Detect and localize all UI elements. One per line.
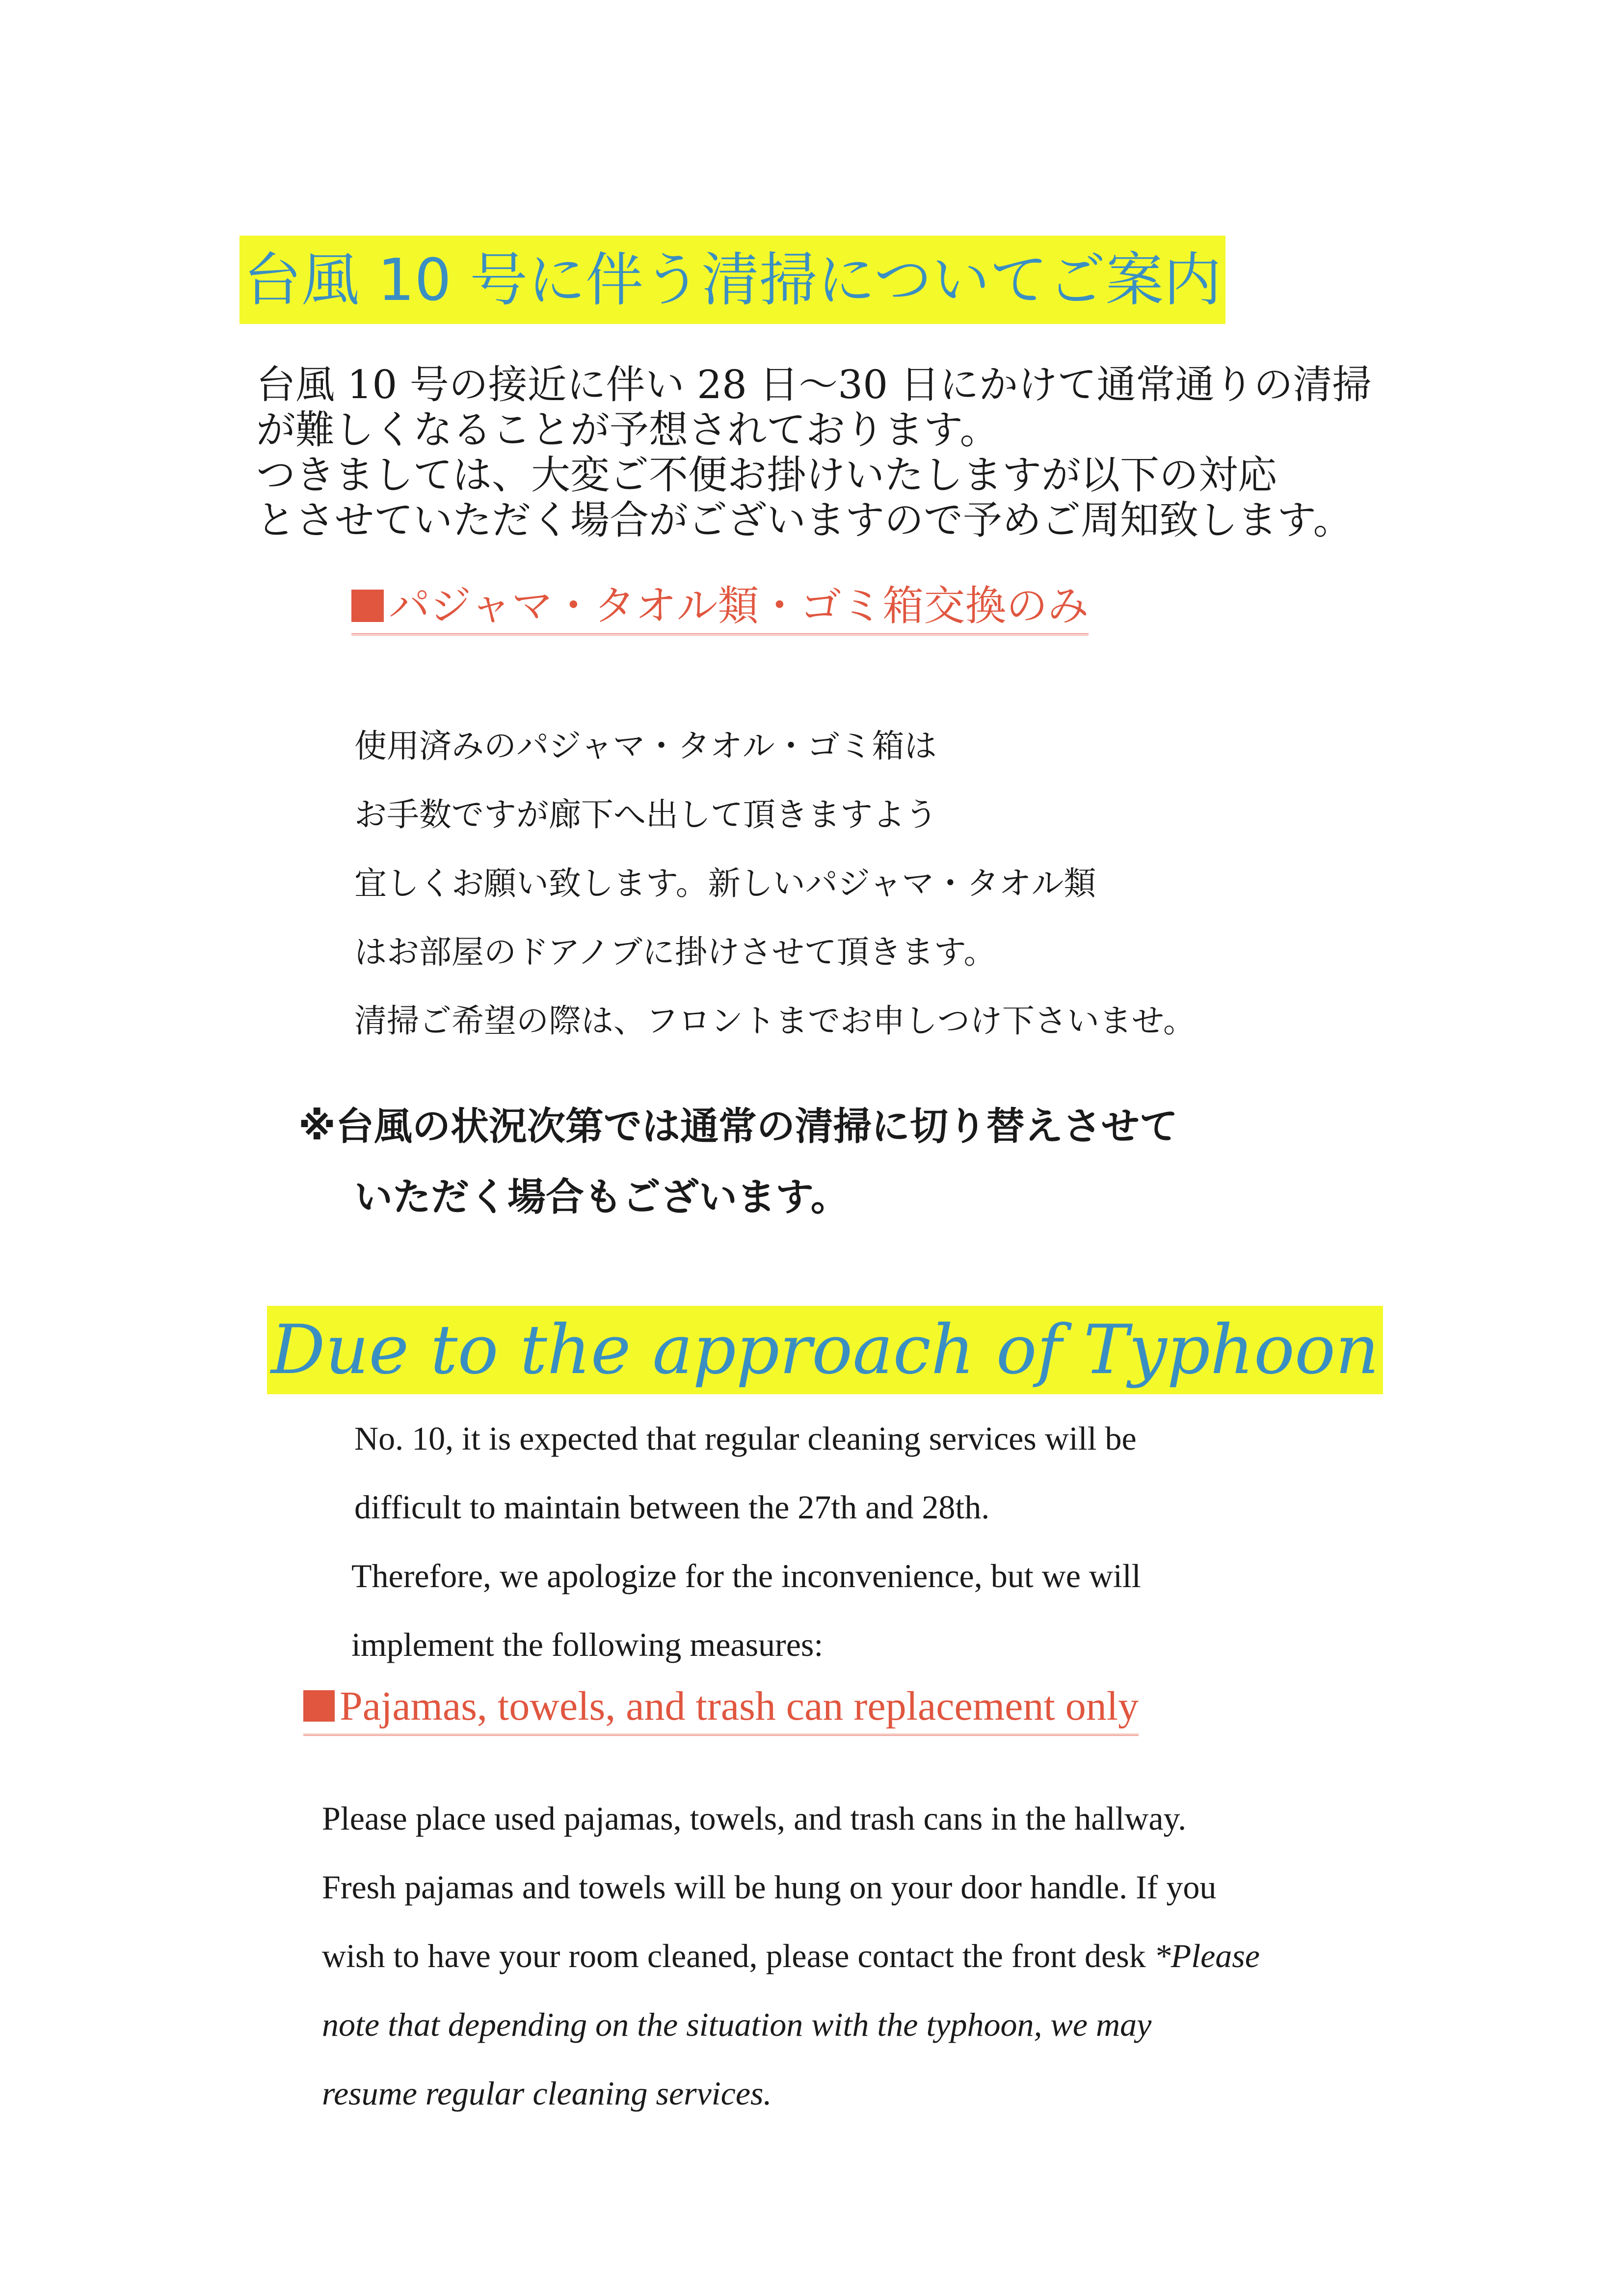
red-square-icon — [303, 1690, 335, 1722]
jp-note-line-1: ※台風の状況次第では通常の清掃に切り替えさせて — [298, 1105, 1178, 1149]
jp-body-line-4: はお部屋のドアノブに掛けさせて頂きます。 — [354, 933, 996, 971]
en-body-line-1: Please place used pajamas, towels, and trash cans in the hallway. — [322, 1800, 1187, 1837]
jp-body-line-3: 宜しくお願い致します。新しいパジャマ・タオル類 — [354, 864, 1096, 902]
en-intro-line-4: implement the following measures: — [351, 1626, 824, 1663]
en-note-line-3: resume regular cleaning services. — [322, 2075, 772, 2112]
en-body-line-3 — [322, 1936, 1260, 1975]
jp-intro-line-4: とさせていただく場合がございますので予めご周知致します。 — [256, 497, 1353, 543]
jp-intro-line-3: つきましては、大変ご不便お掛けいたしますが以下の対応 — [256, 452, 1277, 498]
jp-intro-line-2: が難しくなることが予想されております。 — [256, 407, 999, 453]
jp-section-heading-text: パジャマ・タオル類・ゴミ箱交換のみ — [389, 582, 1089, 630]
jp-body-line-5: 清掃ご希望の際は、フロントまでお申しつけ下さいませ。 — [354, 1002, 1196, 1040]
en-note-line-2: note that depending on the situation with the typhoon, we may — [322, 2006, 1152, 2043]
jp-body-line-2: お手数ですが廊下へ出して頂きますよう — [354, 796, 937, 834]
en-intro-line-2: difficult to maintain between the 27th and 28th. — [354, 1488, 990, 1526]
en-intro-line-3: Therefore, we apologize for the inconvenience, but we will — [351, 1557, 1141, 1594]
en-section-heading-text: Pajamas, towels, and trash can replacement only — [340, 1683, 1139, 1729]
en-note-start: *Please — [1154, 1937, 1260, 1974]
jp-note-line-2: いただく場合もございます。 — [354, 1175, 849, 1219]
japanese-title: 台風 10 号に伴う清掃についてご案内 — [239, 236, 1225, 324]
en-body-line-3-text: wish to have your room cleaned, please contact the front desk — [322, 1937, 1146, 1974]
en-body-line-2: Fresh pajamas and towels will be hung on your door handle. If you — [322, 1868, 1217, 1906]
jp-intro-line-1: 台風 10 号の接近に伴い 28 日～30 日にかけて通常通りの清掃 — [256, 362, 1372, 407]
jp-section-heading — [351, 581, 1089, 635]
en-intro-line-1: No. 10, it is expected that regular cleaning services will be — [354, 1420, 1137, 1457]
english-title: Due to the approach of Typhoon — [267, 1306, 1383, 1394]
jp-body-line-1: 使用済みのパジャマ・タオル・ゴミ箱は — [354, 727, 937, 765]
en-section-heading — [303, 1682, 1139, 1736]
red-square-icon — [351, 590, 384, 622]
